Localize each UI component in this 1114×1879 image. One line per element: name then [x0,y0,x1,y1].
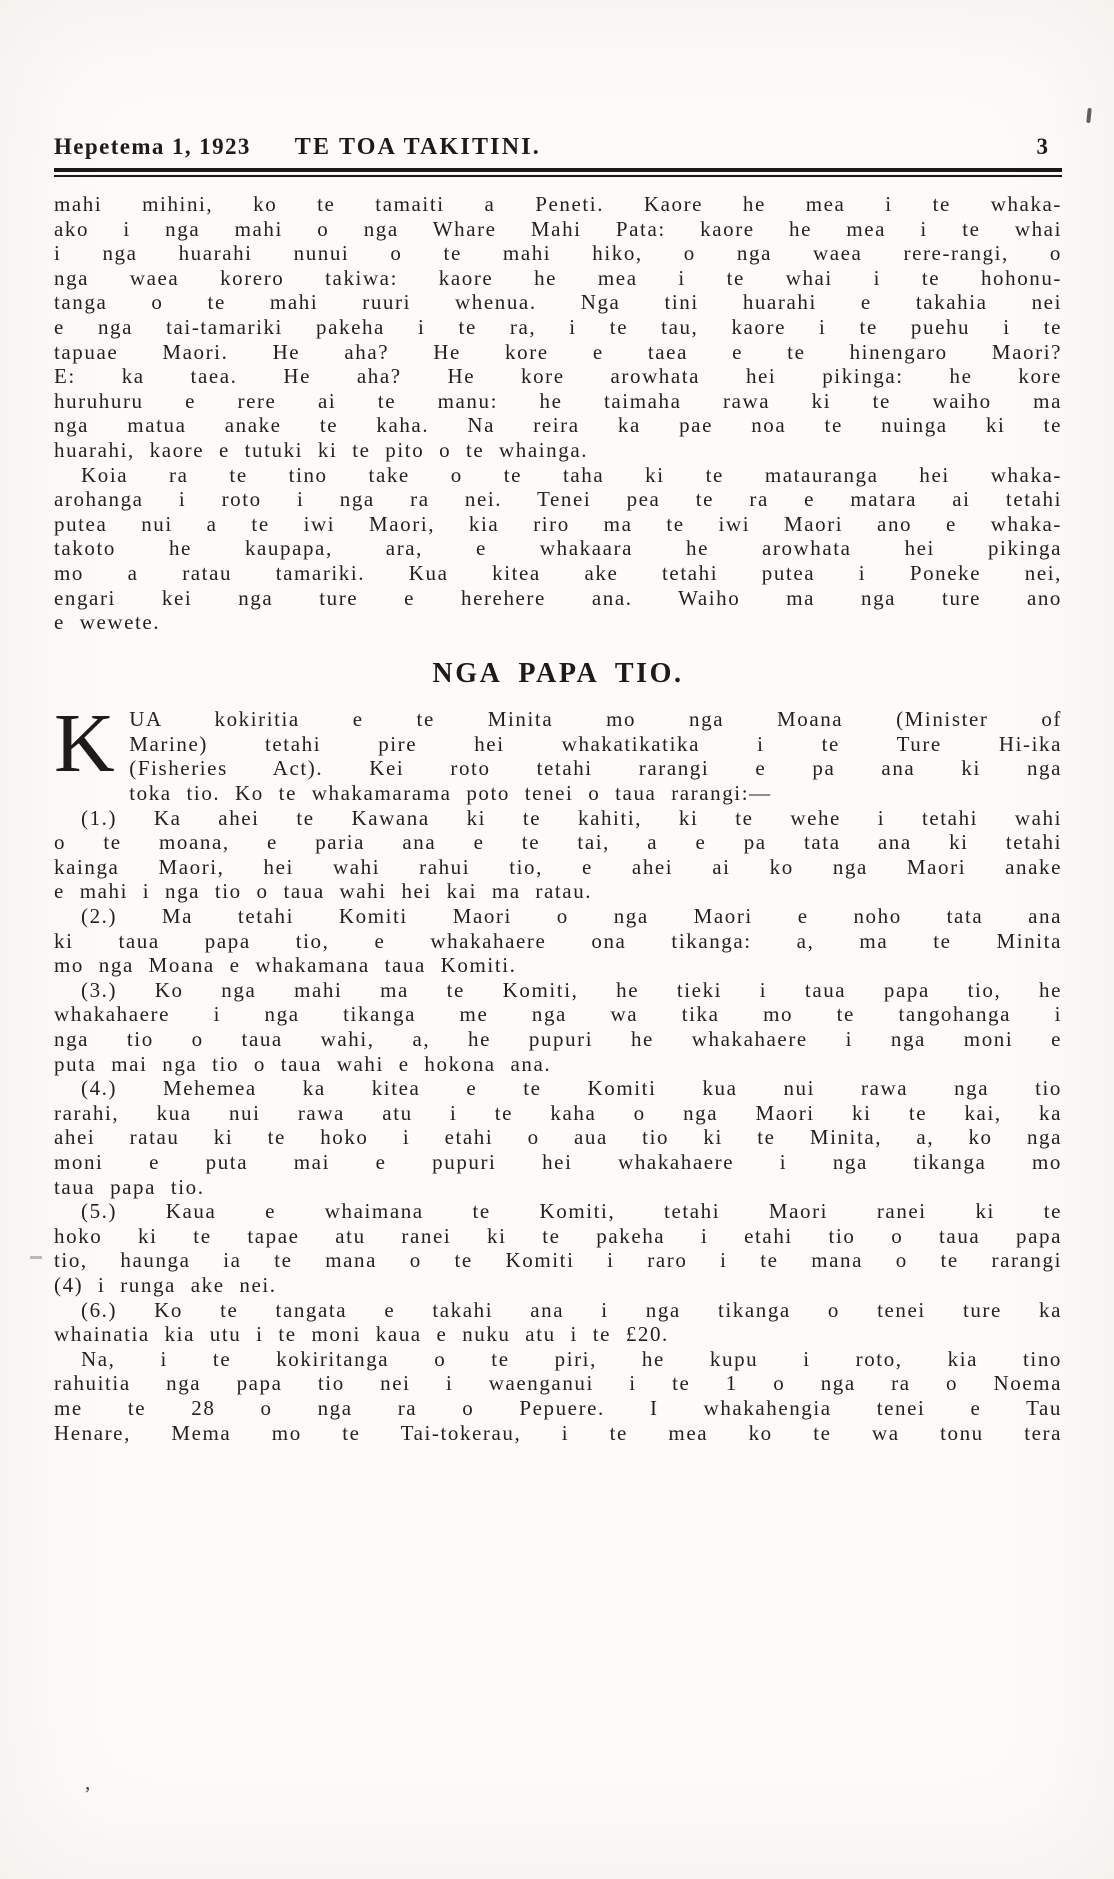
dropcap-letter: K [54,697,117,791]
text-line: mahi mihini, ko te tamaiti a Peneti. Kaore he mea i te whaka- [54,192,1062,216]
text-line: (6.) Ko te tangata e takahi ana i nga tikanga o tenei ture ka [81,1297,1062,1322]
scan-artifact-ink-mark: ’ [84,1782,91,1806]
text-line: me te 28 o nga ra o Pepuere. I whakahengia tenei e Tau [54,1395,1062,1420]
text-line: puta mai nga tio o taua wahi e hokona ana. [54,1051,552,1076]
text-line: ahei ratau ki te hoko i etahi o aua tio ki te Minita, a, ko nga [54,1125,1062,1150]
masthead-title: TE TOA TAKITINI. [294,134,541,160]
paragraph [54,192,1062,463]
text-line: e wewete. [54,610,161,635]
text-line: huruhuru e rere ai te manu: he taimaha rawa ki te waiho ma [54,388,1062,413]
text-line: (4.) Mehemea ka kitea e te Komiti kua nui rawa nga tio [81,1076,1062,1101]
text-line: takoto he kaupapa, ara, e whakaara he arowhata hei pikinga [54,536,1062,561]
text-line: arohanga i roto i nga ra nei. Tenei pea te ra e matara ai tetahi [54,487,1062,512]
issue-date: Hepetema 1, 1923 [54,134,251,159]
paragraph [54,806,1062,904]
scan-artifact-dash [1086,108,1092,123]
text-line: rarahi, kua nui rawa atu i te kaha o nga Maori ki te kai, ka [54,1100,1062,1125]
text-line: (1.) Ka ahei te Kawana ki te kahiti, ki te wehe i tetahi wahi [81,805,1062,830]
scan-artifact-edge-mark [30,1256,42,1259]
text-line: Koia ra te tino take o te taha ki te matauranga hei whaka- [81,462,1062,487]
text-line: whainatia kia utu i te moni kaua e nuku atu i te £20. [54,1322,669,1347]
paragraph [54,978,1062,1076]
article-body [54,192,1062,1445]
text-line: tio, haunga ia te mana o te Komiti i raro i te mana o te rarangi [54,1248,1062,1273]
paragraph [54,1347,1062,1445]
text-line: Marine) tetahi pire hei whakatikatika i te Ture Hi-ika [129,731,1062,756]
paragraph [54,1298,1062,1347]
paragraph [54,1076,1062,1199]
text-line: ki taua papa tio, e whakahaere ona tikanga: a, ma te Minita [54,928,1062,953]
text-line: taua papa tio. [54,1174,205,1199]
text-line: e nga tai-tamariki pakeha i te ra, i te tau, kaore i te puehu i te [54,314,1062,339]
text-column [54,134,1062,1445]
text-line: (Fisheries Act). Kei roto tetahi rarangi e pa ana ki nga [129,756,1062,781]
text-line: (4) i runga ake nei. [54,1272,277,1297]
text-line: kainga Maori, hei wahi rahui tio, e ahei ai ko nga Maori anake [54,854,1062,879]
text-line: huarahi, kaore e tutuki ki te pito o te whainga. [54,437,589,462]
text-line: UA kokiritia e te Minita mo nga Moana (Minister of [129,707,1062,732]
text-line: nga waea korero takiwa: kaore he mea i te whai i te hohonu- [54,265,1062,290]
text-line: i nga huarahi nunui o te mahi hiko, o nga waea rere-rangi, o [54,241,1062,266]
running-head [54,134,1062,161]
paragraph [54,904,1062,978]
page-number: 3 [1036,134,1048,159]
text-line: (3.) Ko nga mahi ma te Komiti, he tieki i taua papa tio, he [81,977,1062,1002]
text-line: tapuae Maori. He aha? He kore e taea e te hinengaro Maori? [54,339,1062,364]
text-line: E: ka taea. He aha? He kore arowhata hei pikinga: he kore [54,364,1062,389]
paragraph [54,463,1062,635]
text-line: tanga o te mahi ruuri whenua. Nga tini huarahi e takahia nei [54,290,1062,315]
text-line: e mahi i nga tio o taua wahi hei kai ma ratau. [54,879,593,904]
text-line: o te moana, e paria ana e te tai, a e pa tata ana ki tetahi [54,830,1062,855]
text-line: ako i nga mahi o nga Whare Mahi Pata: kaore he mea i te whai [54,216,1062,241]
text-line: nga matua anake te kaha. Na reira ka pae noa te nuinga ki te [54,413,1062,438]
text-line: (5.) Kaua e whaimana te Komiti, tetahi Maori ranei ki te [81,1199,1062,1224]
paragraph [54,697,1062,806]
text-line: rahuitia nga papa tio nei i waenganui i te 1 o nga ra o Noema [54,1371,1062,1396]
text-line: toka tio. Ko te whakamarama poto tenei o taua rarangi:— [129,781,772,806]
text-line: Henare, Mema mo te Tai-tokerau, i te mea ko te wa tonu tera [54,1420,1062,1445]
text-line: Na, i te kokiritanga o te piri, he kupu i roto, kia tino [81,1346,1062,1371]
text-line: hoko ki te tapae atu ranei ki te pakeha i etahi tio o taua papa [54,1223,1062,1248]
text-line: (2.) Ma tetahi Komiti Maori o nga Maori e noho tata ana [81,904,1062,929]
header-double-rule [54,168,1062,177]
text-line: whakahaere i nga tikanga me nga wa tika mo te tangohanga i [54,1002,1062,1027]
text-line: mo a ratau tamariki. Kua kitea ake tetahi putea i Poneke nei, [54,560,1062,585]
text-line: putea nui a te iwi Maori, kia riro ma te iwi Maori ano e whaka- [54,511,1062,536]
text-line: mo nga Moana e whakamana taua Komiti. [54,953,517,978]
paragraph [54,1199,1062,1297]
text-line: engari kei nga ture e herehere ana. Waiho ma nga ture ano [54,585,1062,610]
text-line: moni e puta mai e pupuri hei whakahaere i nga tikanga mo [54,1149,1062,1174]
text-line: nga tio o taua wahi, a, he pupuri he whakahaere i nga moni e [54,1027,1062,1051]
section-heading: NGA PAPA TIO. [432,657,684,689]
